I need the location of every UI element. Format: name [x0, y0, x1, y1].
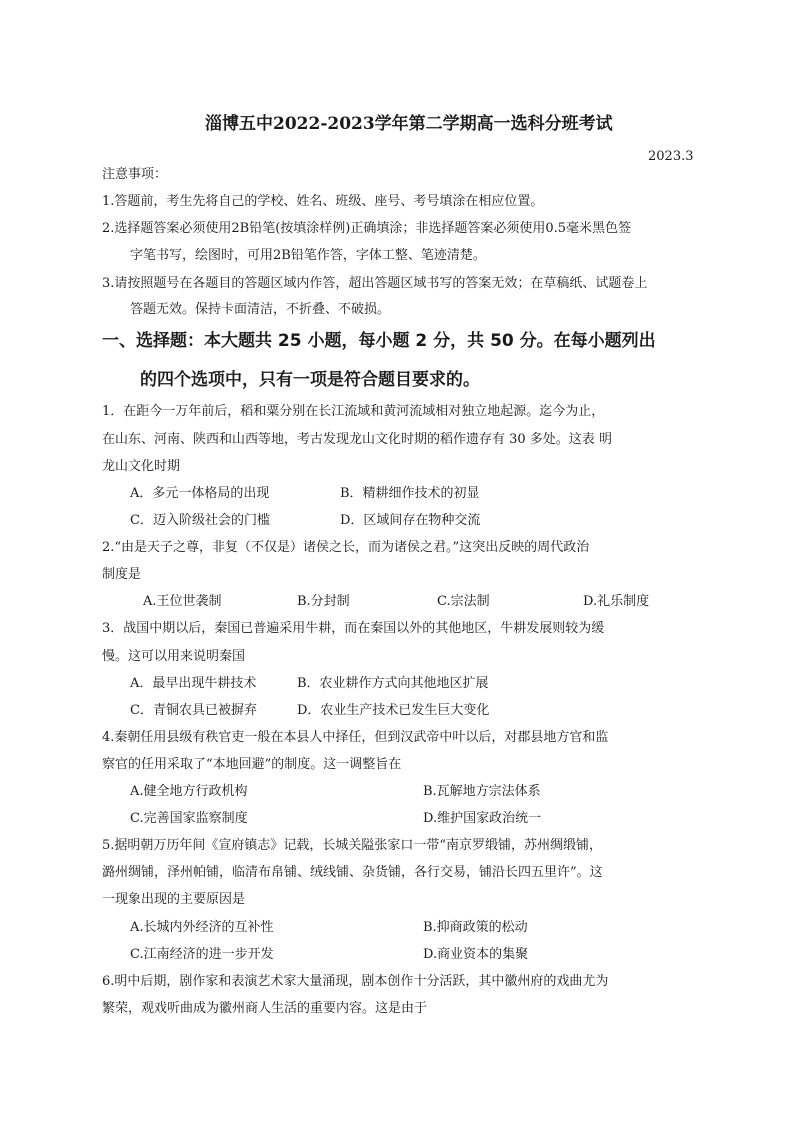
notice-item: 2.选择题答案必须使用2B铅笔(按填涂样例)正确填涂；非选择题答案必须使用0.5毫米黑色签: [102, 221, 632, 236]
answer-option: C．迈入阶级社会的门槛: [130, 513, 270, 528]
answer-option: B.分封制: [297, 594, 350, 609]
question-text: 4.秦朝任用县级有秩官吏一般在本县人中择任，但到汉武帝中叶以后，对郡县地方官和监: [102, 730, 609, 745]
question-text: 繁荣，观戏听曲成为徽州商人生活的重要内容。这是由于: [102, 1001, 428, 1016]
answer-option: C.完善国家监察制度: [130, 811, 248, 826]
question-text: 一现象出现的主要原因是: [102, 892, 246, 907]
notice-item: 答题无效。保持卡面清洁，不折叠、不破损。: [130, 302, 391, 317]
answer-option: B.抑商政策的松动: [423, 920, 528, 935]
answer-option: C．青铜农具已被摒弃: [130, 703, 257, 718]
answer-option: C.宗法制: [437, 594, 490, 609]
question-text: 5.据明朝万历年间《宣府镇志》记载，长城关隘张家口一带“南京罗缎铺，苏州绸缎铺，: [102, 838, 603, 853]
question-text: 2.“由是天子之尊，非复（不仅是）诸侯之长，而为诸侯之君。”这突出反映的周代政治: [102, 540, 590, 555]
answer-option: D.维护国家政治统一: [423, 811, 542, 826]
answer-option: C.江南经济的进一步开发: [130, 947, 274, 962]
answer-option: D．区域间存在物种交流: [340, 513, 481, 528]
answer-option: B．精耕细作技术的初显: [340, 486, 480, 501]
notice-item: 1.答题前，考生先将自己的学校、姓名、班级、座号、考号填涂在相应位置。: [102, 194, 544, 209]
answer-option: B.瓦解地方宗法体系: [423, 784, 541, 799]
section-heading: 一、选择题：本大题共 25 小题，每小题 2 分，共 50 分。在每小题列出: [102, 331, 656, 351]
page-title: 淄博五中2022-2023学年第二学期高一选科分班考试: [205, 114, 613, 134]
answer-option: A.长城内外经济的互补性: [130, 920, 274, 935]
answer-option: A．多元一体格局的出现: [130, 486, 270, 501]
question-text: 6.明中后期，剧作家和表演艺术家大量涌现，剧本创作十分活跃，其中徽州府的戏曲尤为: [102, 974, 609, 989]
answer-option: D.商业资本的集聚: [423, 947, 529, 962]
answer-option: D．农业生产技术已发生巨大变化: [297, 703, 490, 718]
question-text: 慢。这可以用来说明秦国: [102, 649, 246, 664]
answer-option: A.健全地方行政机构: [130, 784, 248, 799]
answer-option: A．最早出现牛耕技术: [130, 676, 257, 691]
question-text: 察官的任用采取了“本地回避”的制度。这一调整旨在: [102, 757, 402, 772]
section-heading: 的四个选项中，只有一项是符合题目要求的。: [140, 370, 480, 390]
notice-item: 字笔书写，绘图时，可用2B铅笔作答，字体工整、笔迹清楚。: [130, 248, 486, 263]
question-text: 3．战国中期以后，秦国已普遍采用牛耕，而在秦国以外的其他地区，牛耕发展则较为缓: [102, 621, 605, 636]
question-text: 制度是: [102, 567, 142, 582]
question-text: 1．在距今一万年前后，稻和粟分别在长江流域和黄河流域相对独立地起源。迄今为止，: [102, 404, 605, 419]
notice-heading: 注意事项：: [102, 167, 168, 182]
notice-item: 3.请按照题号在各题目的答题区域内作答，超出答题区域书写的答案无效；在草稿纸、试题卷上: [102, 276, 648, 291]
question-text: 在山东、河南、陕西和山西等地，考古发现龙山文化时期的稻作遗存有 30 多处。这表 明: [102, 432, 612, 447]
answer-option: A.王位世袭制: [143, 594, 222, 609]
question-text: 潞州绸铺，泽州帕铺，临清布帛铺、绒线铺、杂货铺，各行交易，铺沿长四五里许”。这: [102, 865, 603, 880]
question-text: 龙山文化时期: [102, 459, 181, 474]
answer-option: D.礼乐制度: [583, 594, 650, 609]
answer-option: B．农业耕作方式向其他地区扩展: [297, 676, 489, 691]
exam-date: 2023.3: [648, 149, 694, 164]
